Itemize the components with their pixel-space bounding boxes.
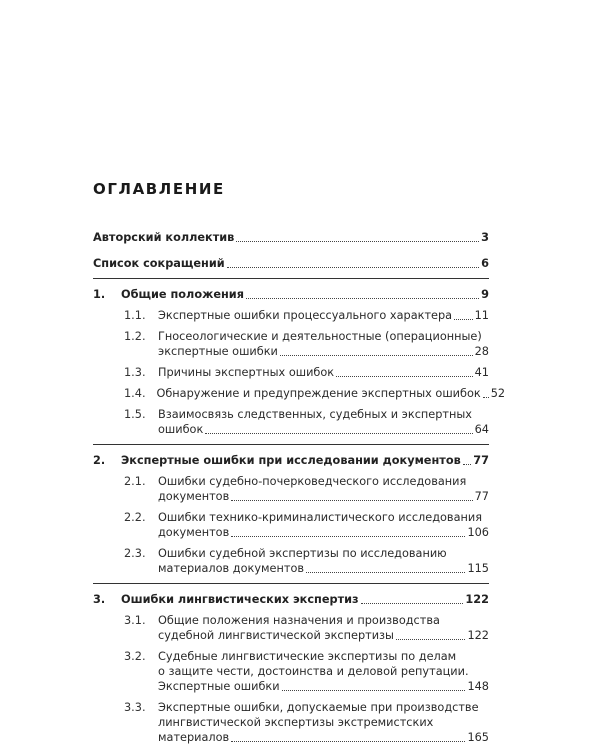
subsection-label-line: лингвистической экспертизы экстремистских — [158, 716, 434, 729]
section-divider — [93, 583, 489, 584]
toc-page-number: 122 — [465, 593, 489, 606]
toc-page-number: 115 — [467, 562, 489, 575]
toc-page-number: 64 — [474, 423, 489, 436]
subsection-label-line: о защите чести, достоинства и деловой репутации. — [158, 665, 469, 678]
subsection-label-line: Экспертные ошибки, допускаемые при производстве — [158, 701, 479, 714]
toc-subsection-2-3[interactable] — [124, 546, 489, 576]
toc-subsection-1-1[interactable] — [124, 308, 489, 323]
subsection-label: материалов документов — [158, 562, 305, 575]
leader-dots — [282, 690, 466, 691]
toc-subsection-1-3[interactable] — [124, 365, 489, 380]
leader-dots — [227, 267, 479, 268]
section-divider — [93, 278, 489, 279]
subsection-number: 1.2. — [124, 330, 146, 343]
toc-section-1[interactable] — [93, 287, 489, 302]
toc-page-number: 11 — [474, 309, 489, 322]
toc-entry-authors[interactable] — [93, 230, 489, 245]
subsection-number: 1.5. — [124, 408, 146, 421]
toc-page-number: 77 — [474, 490, 489, 503]
leader-dots — [336, 376, 473, 377]
leader-dots — [280, 355, 473, 356]
section-number: 3. — [93, 593, 106, 606]
toc-subsection-1-4[interactable] — [124, 386, 506, 401]
subsection-label: Экспертные ошибки — [158, 680, 280, 693]
leader-dots — [246, 298, 479, 299]
toc-section-2[interactable] — [93, 453, 489, 468]
leader-dots — [483, 397, 489, 398]
toc-page-number: 41 — [474, 366, 489, 379]
toc-subsection-2-1[interactable] — [124, 474, 489, 504]
subsection-label-line: Ошибки судебной экспертизы по исследованию — [158, 547, 447, 560]
leader-dots — [231, 536, 465, 537]
table-of-contents — [93, 230, 506, 745]
leader-dots — [454, 319, 473, 320]
subsection-label: Обнаружение и предупреждение экспертных ошибок — [156, 387, 481, 400]
toc-entry-abbreviations[interactable] — [93, 256, 489, 271]
subsection-label-line: Общие положения назначения и производства — [158, 614, 440, 627]
section-divider — [93, 444, 489, 445]
subsection-number: 3.3. — [124, 701, 146, 714]
toc-page-number: 6 — [481, 257, 489, 270]
leader-dots — [231, 741, 465, 742]
subsection-label-line: Взаимосвязь следственных, судебных и экспертных — [158, 408, 472, 421]
subsection-label: ошибок — [158, 423, 204, 436]
toc-page-number: 148 — [467, 680, 489, 693]
subsection-number: 2.2. — [124, 511, 146, 524]
subsection-label-line: Ошибки судебно-почерковедческого исследования — [158, 475, 467, 488]
toc-page-number: 77 — [473, 454, 489, 467]
toc-subsection-1-2[interactable] — [124, 329, 489, 359]
subsection-label-line: Гносеологические и деятельностные (операционные) — [158, 330, 482, 343]
toc-page-number: 122 — [467, 629, 489, 642]
toc-title: ОГЛАВЛЕНИЕ — [93, 180, 225, 198]
toc-entry-label: Список сокращений — [93, 257, 225, 270]
subsection-number: 1.3. — [124, 366, 146, 379]
toc-subsection-3-3[interactable] — [124, 700, 489, 745]
toc-subsection-3-2[interactable] — [124, 649, 489, 694]
subsection-label-line: Судебные лингвистические экспертизы по делам — [158, 650, 457, 663]
toc-page-number: 28 — [474, 345, 489, 358]
leader-dots — [231, 500, 472, 501]
section-label: Общие положения — [121, 288, 244, 301]
subsection-label: документов — [158, 490, 230, 503]
leader-dots — [236, 241, 479, 242]
toc-page-number: 52 — [490, 387, 506, 400]
toc-page-number: 165 — [467, 731, 489, 744]
toc-page-number: 3 — [481, 231, 489, 244]
subsection-label: документов — [158, 526, 230, 539]
leader-dots — [306, 572, 465, 573]
leader-dots — [361, 603, 464, 604]
subsection-number: 3.1. — [124, 614, 146, 627]
subsection-label: Причины экспертных ошибок — [158, 366, 335, 379]
toc-subsection-1-5[interactable] — [124, 407, 489, 437]
subsection-label: Экспертные ошибки процессуального характера — [158, 309, 453, 322]
toc-page-number: 106 — [467, 526, 489, 539]
toc-entry-label: Авторский коллектив — [93, 231, 235, 244]
subsection-number: 3.2. — [124, 650, 146, 663]
subsection-label: судебной лингвистической экспертизы — [158, 629, 394, 642]
leader-dots — [463, 464, 472, 465]
toc-page-number: 9 — [481, 288, 489, 301]
section-label: Ошибки лингвистических экспертиз — [121, 593, 359, 606]
section-number: 1. — [93, 288, 106, 301]
subsection-label: экспертные ошибки — [158, 345, 278, 358]
toc-subsection-3-1[interactable] — [124, 613, 489, 643]
section-label: Экспертные ошибки при исследовании документов — [121, 454, 461, 467]
subsection-number: 1.4. — [124, 387, 146, 400]
toc-section-3[interactable] — [93, 592, 489, 607]
subsection-number: 1.1. — [124, 309, 146, 322]
subsection-label: материалов — [158, 731, 230, 744]
subsection-number: 2.3. — [124, 547, 146, 560]
section-number: 2. — [93, 454, 106, 467]
subsection-label-line: Ошибки технико-криминалистического исследования — [158, 511, 483, 524]
leader-dots — [396, 639, 465, 640]
toc-subsection-2-2[interactable] — [124, 510, 489, 540]
leader-dots — [205, 433, 472, 434]
subsection-number: 2.1. — [124, 475, 146, 488]
